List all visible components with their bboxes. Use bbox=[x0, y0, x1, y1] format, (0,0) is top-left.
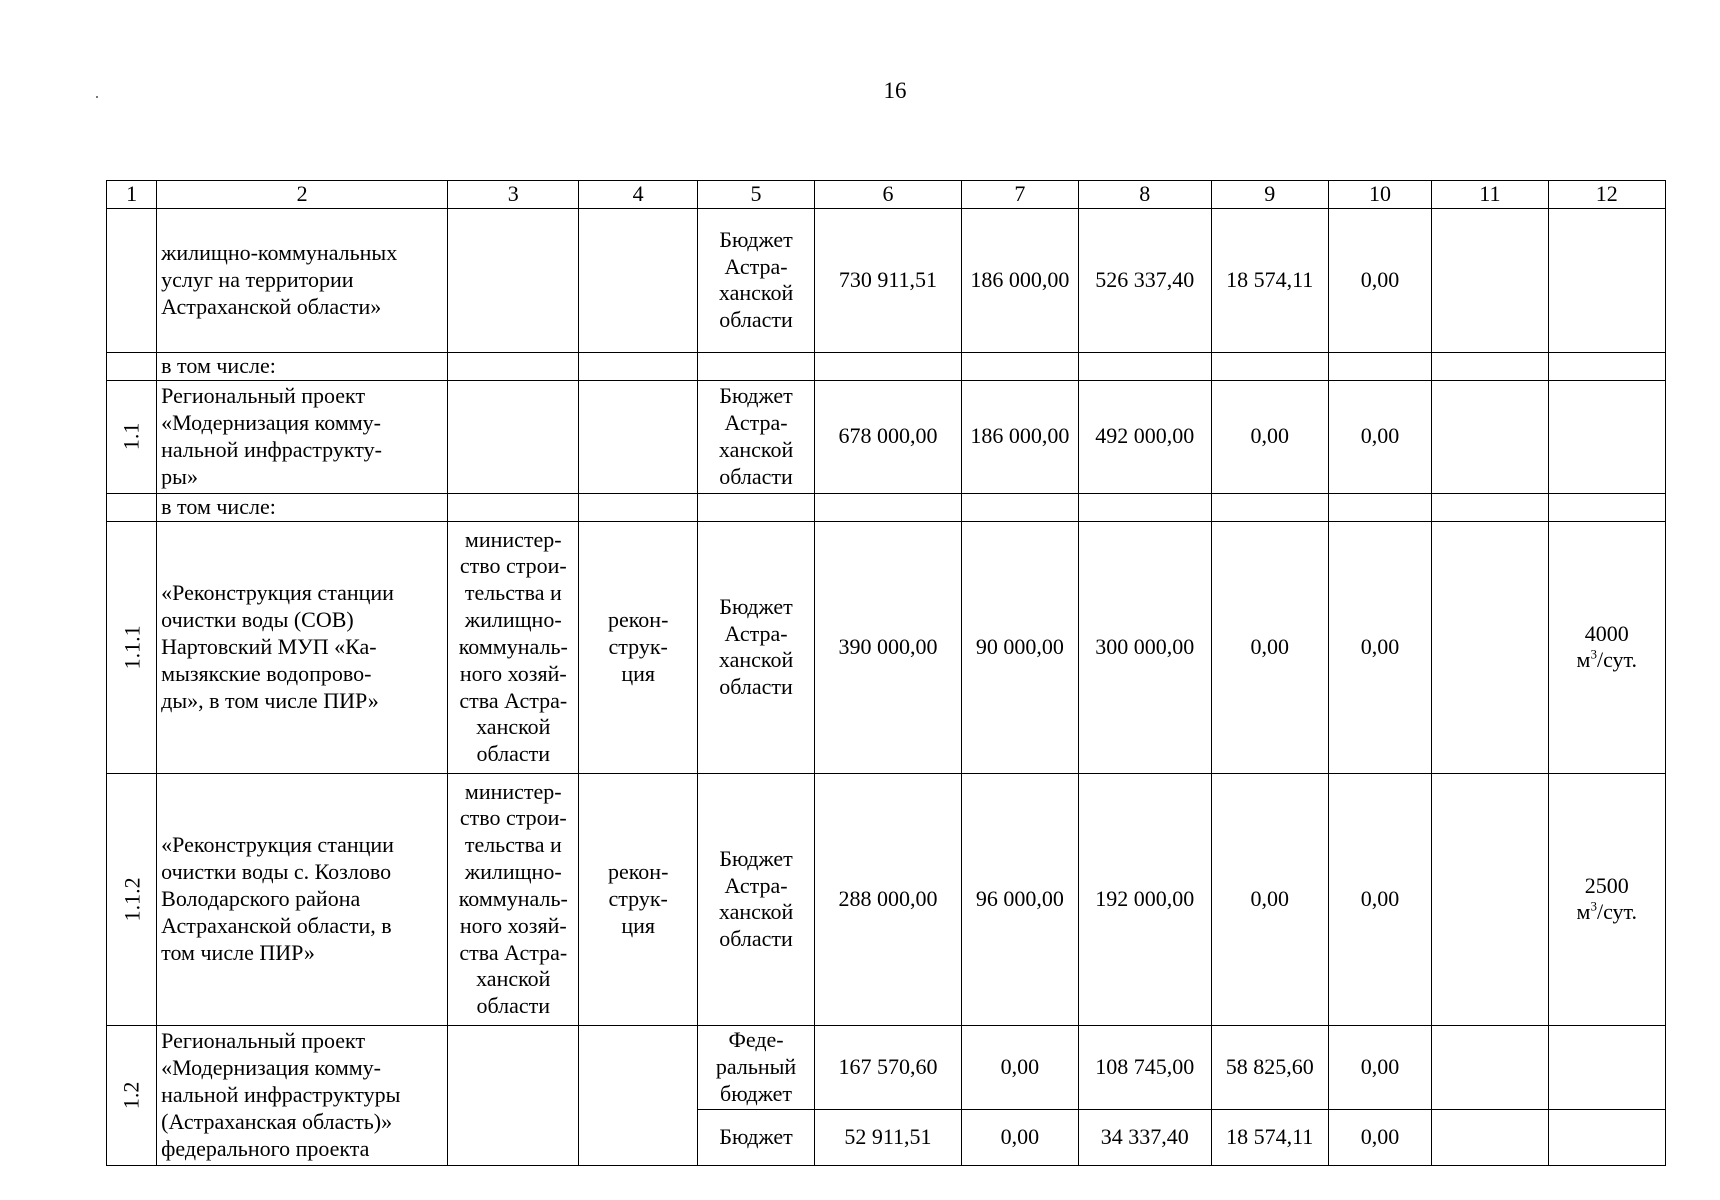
row-value-6: 390 000,00 bbox=[815, 521, 961, 773]
column-header: 11 bbox=[1432, 181, 1548, 209]
row-executor: министер- ство строи- тельства и жилищно- коммуналь- ного хозяй- ства Астра- ханской области bbox=[448, 521, 579, 773]
row-funding-source: Бюджет Астра- ханской области bbox=[697, 773, 814, 1025]
column-header: 10 bbox=[1328, 181, 1431, 209]
row-capacity: 2500 $м^3$/сут. bbox=[1548, 773, 1665, 1025]
row-number: 1.1.2 bbox=[107, 773, 157, 1025]
column-header: 3 bbox=[448, 181, 579, 209]
row-value-6: 288 000,00 bbox=[815, 773, 961, 1025]
row-funding-source: Феде- ральный бюджет bbox=[697, 1025, 814, 1109]
row-value-7: 96 000,00 bbox=[961, 773, 1078, 1025]
row-value-10: 0,00 bbox=[1328, 1109, 1431, 1165]
column-header: 1 bbox=[107, 181, 157, 209]
row-capacity: 4000 $м^3$/сут. bbox=[1548, 521, 1665, 773]
row-name: «Реконструкция станции очистки воды с. Козлово Володарского района Астраханской области, в том числе ПИР» bbox=[157, 773, 448, 1025]
row-value-12 bbox=[1548, 380, 1665, 493]
column-header: 12 bbox=[1548, 181, 1665, 209]
row-executor: министер- ство строи- тельства и жилищно- коммуналь- ного хозяй- ства Астра- ханской области bbox=[448, 773, 579, 1025]
table-row bbox=[107, 1025, 1666, 1109]
row-value-11 bbox=[1432, 521, 1548, 773]
row-value-9: 18 574,11 bbox=[1211, 208, 1328, 352]
table-row bbox=[107, 208, 1666, 352]
row-executor bbox=[448, 380, 579, 493]
table-row bbox=[107, 380, 1666, 493]
column-header: 5 bbox=[697, 181, 814, 209]
row-value-11 bbox=[1432, 773, 1548, 1025]
column-header: 9 bbox=[1211, 181, 1328, 209]
column-number-row bbox=[107, 181, 1666, 209]
row-value-9: 0,00 bbox=[1211, 380, 1328, 493]
row-value-10: 0,00 bbox=[1328, 773, 1431, 1025]
table-row bbox=[107, 773, 1666, 1025]
row-value-7: 186 000,00 bbox=[961, 208, 1078, 352]
row-funding-source: Бюджет Астра- ханской области bbox=[697, 521, 814, 773]
row-value-10: 0,00 bbox=[1328, 380, 1431, 493]
row-kind bbox=[579, 208, 697, 352]
table-row bbox=[107, 521, 1666, 773]
row-value-8: 492 000,00 bbox=[1079, 380, 1211, 493]
row-kind: рекон- струк- ция bbox=[579, 521, 697, 773]
row-name: Региональный проект «Модернизация комму- нальной инфраструкту- ры» bbox=[157, 380, 448, 493]
row-name: Региональный проект «Модернизация комму- нальной инфраструктуры (Астраханская область)» федерального проекта bbox=[157, 1025, 448, 1165]
row-value-8: 526 337,40 bbox=[1079, 208, 1211, 352]
row-value-7: 90 000,00 bbox=[961, 521, 1078, 773]
row-value-10: 0,00 bbox=[1328, 208, 1431, 352]
column-header: 4 bbox=[579, 181, 697, 209]
row-funding-source: Бюджет Астра- ханской области bbox=[697, 380, 814, 493]
row-value-11 bbox=[1432, 380, 1548, 493]
column-header: 8 bbox=[1079, 181, 1211, 209]
row-value-8: 192 000,00 bbox=[1079, 773, 1211, 1025]
row-value-12 bbox=[1548, 208, 1665, 352]
row-value-9: 0,00 bbox=[1211, 773, 1328, 1025]
row-kind bbox=[579, 380, 697, 493]
row-number: 1.1 bbox=[107, 380, 157, 493]
row-value-6: 52 911,51 bbox=[815, 1109, 961, 1165]
row-value-7: 0,00 bbox=[961, 1025, 1078, 1109]
row-number: 1.1.1 bbox=[107, 521, 157, 773]
column-header: 7 bbox=[961, 181, 1078, 209]
subtotal-label-row bbox=[107, 493, 1666, 521]
row-kind: рекон- струк- ция bbox=[579, 773, 697, 1025]
row-value-8: 300 000,00 bbox=[1079, 521, 1211, 773]
row-value-7: 186 000,00 bbox=[961, 380, 1078, 493]
row-value-7: 0,00 bbox=[961, 1109, 1078, 1165]
subtotal-label-row bbox=[107, 352, 1666, 380]
row-value-6: 730 911,51 bbox=[815, 208, 961, 352]
budget-table bbox=[106, 180, 1666, 1166]
row-value-10: 0,00 bbox=[1328, 521, 1431, 773]
row-number bbox=[107, 208, 157, 352]
row-name: жилищно-коммунальных услуг на территории Астраханской области» bbox=[157, 208, 448, 352]
row-value-6: 167 570,60 bbox=[815, 1025, 961, 1109]
row-executor bbox=[448, 208, 579, 352]
row-value-8: 108 745,00 bbox=[1079, 1025, 1211, 1109]
row-value-9: 18 574,11 bbox=[1211, 1109, 1328, 1165]
row-value-10: 0,00 bbox=[1328, 1025, 1431, 1109]
row-value-8: 34 337,40 bbox=[1079, 1109, 1211, 1165]
row-value-11 bbox=[1432, 208, 1548, 352]
including-label: в том числе: bbox=[157, 352, 448, 380]
row-value-9: 58 825,60 bbox=[1211, 1025, 1328, 1109]
row-funding-source: Бюджет bbox=[697, 1109, 814, 1165]
row-value-6: 678 000,00 bbox=[815, 380, 961, 493]
column-header: 6 bbox=[815, 181, 961, 209]
row-number: 1.2 bbox=[107, 1025, 157, 1165]
page-number: 16 bbox=[883, 78, 907, 103]
row-funding-source: Бюджет Астра- ханской области bbox=[697, 208, 814, 352]
row-value-9: 0,00 bbox=[1211, 521, 1328, 773]
column-header: 2 bbox=[157, 181, 448, 209]
row-name: «Реконструкция станции очистки воды (СОВ) Нартовский МУП «Ка- мызякские водопрово- ды», в том числе ПИР» bbox=[157, 521, 448, 773]
including-label: в том числе: bbox=[157, 493, 448, 521]
